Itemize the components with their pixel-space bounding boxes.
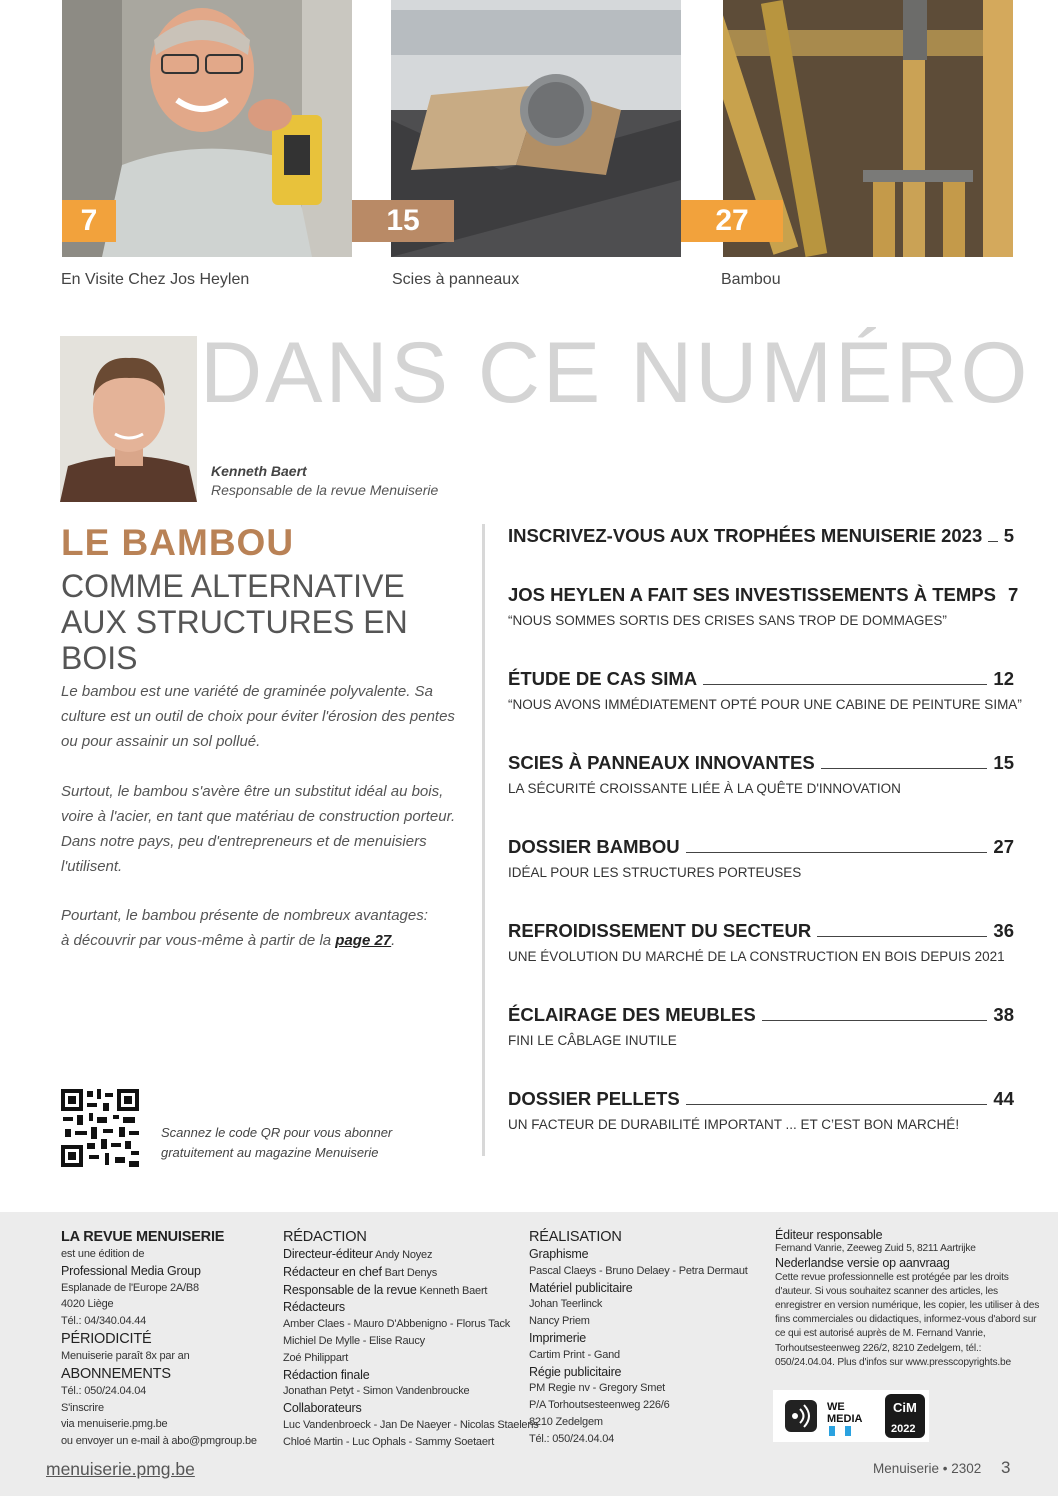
toc-title: ÉTUDE DE CAS SIMA [508,668,698,689]
editor-name: Kenneth Baert [211,463,307,479]
colophon-label: Responsable de la revue [283,1282,417,1297]
page-number: 3 [1001,1458,1011,1477]
editor-credit [211,462,438,500]
colophon-text: Fernand Vanrie, Zeeweg Zuid 5, 8211 Aartrijke [775,1243,976,1255]
colophon-text: Tél.: 050/24.04.04 [529,1432,615,1445]
colophon-text: Michiel De Mylle - Elise Raucy [283,1334,425,1347]
feature-page-badge: 27 [681,200,783,242]
toc-entry[interactable] [508,752,1014,796]
colophon-text: fins commerciales ou didactiques, informez-vous d'abord sur [775,1314,1037,1326]
colophon-text: Torhoutsesteenweg 226/2, 8210 Zedelgem, tél.: [775,1342,982,1354]
lead-paragraph: Le bambou est une variété de graminée polyvalente. Sa culture est un outil de choix pour éviter l'érosion des pentes ou pour assainir un sol pollué. [61,683,455,750]
toc-page: 36 [993,920,1014,941]
cim-logo: 2022 [891,1423,916,1435]
toc-entry[interactable] [508,1088,1014,1132]
colophon-text: 050/24.04.04. Plus d'infos sur www.presscopyrights.be [775,1356,1011,1368]
colophon-label: Rédacteur en chef [283,1264,382,1279]
toc-title: REFROIDISSEMENT DU SECTEUR [508,920,812,941]
lead-title: LE BAMBOU [61,522,295,563]
colophon-text: P/A Torhoutsesteenweg 226/6 [529,1399,670,1412]
toc-subtitle: UNE ÉVOLUTION DU MARCHÉ DE LA CONSTRUCTION EN BOIS DEPUIS 2021 [508,949,1005,964]
colophon-text: 8210 Zedelgem [529,1415,603,1428]
colophon-text: S'inscrire [61,1401,104,1414]
feature-page-badge: 7 [62,200,116,242]
colophon-text: PM Regie nv - Gregory Smet [529,1382,666,1395]
colophon-text: Jonathan Petyt - Simon Vandenbroucke [283,1385,470,1398]
colophon-text: Johan Teerlinck [529,1298,603,1311]
toc-title: ÉCLAIRAGE DES MEUBLES [508,1004,756,1025]
lead-text: à découvrir par vous-même à partir de la [61,932,332,949]
page-title: DANS CE NUMÉRO [200,325,1031,421]
colophon-label: Directeur-éditeur [283,1247,373,1261]
colophon-label: Régie publicitaire [529,1364,622,1379]
colophon-label: Rédaction finale [283,1367,370,1382]
colophon-text: Tél.: 050/24.04.04 [61,1384,147,1397]
toc-entry[interactable] [508,668,1022,712]
colophon-text: Cartim Print - Gand [529,1348,620,1361]
colophon-publisher [61,1228,257,1450]
colophon-text: Pascal Claeys - Bruno Delaey - Petra Dermaut [529,1264,748,1277]
toc-entry[interactable] [508,584,1019,628]
partner-logos [773,1390,929,1442]
partner-logos-image [773,1390,929,1442]
lead-paragraph [61,903,471,953]
colophon-realisation [529,1228,748,1448]
page-27-link[interactable]: page 27 [335,932,392,949]
colophon-heading: RÉDACTION [283,1229,367,1245]
toc-title: DOSSIER PELLETS [508,1088,680,1109]
colophon-text: 4020 Liège [61,1298,114,1311]
toc-title: INSCRIVEZ-VOUS AUX TROPHÉES MENUISERIE 2023 [508,525,983,546]
colophon-text: Andy Noyez [374,1249,433,1261]
toc-title: SCIES À PANNEAUX INNOVANTES [508,752,815,773]
colophon-text: Kenneth Baert [419,1284,488,1297]
toc-page: 44 [993,1088,1014,1109]
colophon-heading: LA REVUE MENUISERIE [61,1229,225,1245]
qr-caption-line: Scannez le code QR pour vous abonner [161,1125,393,1140]
toc-entry[interactable] [508,525,1014,547]
qr-caption-line: gratuitement au magazine Menuiserie [161,1145,379,1160]
toc-subtitle: “NOUS AVONS IMMÉDIATEMENT OPTÉ POUR UNE CABINE DE PEINTURE SIMA” [508,697,1022,712]
we-media-logo: WE [827,1401,845,1413]
colophon-label: Matériel publicitaire [529,1280,633,1295]
toc-title: JOS HEYLEN A FAIT SES INVESTISSEMENTS À TEMPS [508,584,996,605]
folio: Menuiserie • 2302 [873,1461,982,1476]
colophon-text: Professional Media Group [61,1263,201,1278]
qr-caption [161,1123,392,1163]
colophon-text: Tél.: 04/340.04.44 [61,1315,147,1328]
colophon-legal [775,1228,1039,1370]
qr-code-icon[interactable] [61,1089,139,1167]
colophon-text: ce qui est autorisé auprès de M. Fernand Vanrie, [775,1328,986,1340]
lead-text: . [391,932,396,949]
toc-entry[interactable] [508,1004,1014,1048]
toc-page: 12 [993,668,1014,689]
colophon-text: est une édition de [61,1248,145,1260]
feature-caption: En Visite Chez Jos Heylen [61,271,250,288]
toc-entry[interactable] [508,920,1014,964]
colophon-label: Graphisme [529,1247,589,1261]
colophon-label: Rédacteurs [283,1300,345,1315]
colophon-text: Nancy Priem [529,1315,590,1328]
toc-page: 7 [1007,584,1019,605]
colophon-heading: PÉRIODICITÉ [61,1330,152,1347]
we-media-logo: MEDIA [827,1413,863,1425]
lead-subtitle [61,568,481,676]
colophon-heading: ABONNEMENTS [61,1365,171,1382]
colophon-label: Collaborateurs [283,1401,362,1416]
toc-page: 27 [993,836,1014,857]
colophon-redaction [283,1228,539,1451]
toc-subtitle: UN FACTEUR DE DURABILITÉ IMPORTANT ... ET C’EST BON MARCHÉ! [508,1117,960,1132]
toc-page: 38 [993,1004,1014,1025]
toc-subtitle: “NOUS SOMMES SORTIS DES CRISES SANS TROP DE DOMMAGES” [508,613,947,628]
lead-subtitle-line: AUX STRUCTURES EN BOIS [61,604,408,677]
feature-caption: Scies à panneaux [392,271,520,288]
cim-logo: CiM [893,1400,917,1415]
colophon-text: Bart Denys [384,1266,438,1279]
colophon-text: Cette revue professionnelle est protégée par les droits [775,1271,1009,1283]
colophon-text: Esplanade de l'Europe 2A/B8 [61,1281,199,1294]
colophon-label: Nederlandse versie op aanvraag [775,1256,950,1271]
colophon-label: Éditeur responsable [775,1228,883,1242]
feature-caption: Bambou [721,271,781,288]
lead-text: Pourtant, le bambou présente de nombreux avantages: [61,907,428,924]
editor-role: Responsable de la revue Menuiserie [211,481,439,498]
editor-portrait-image [60,336,197,502]
website-link[interactable]: menuiserie.pmg.be [46,1459,195,1479]
colophon-text: d'auteur. Si vous souhaitez scanner des articles, les [775,1285,998,1297]
toc-subtitle: LA SÉCURITÉ CROISSANTE LIÉE À LA QUÊTE D'INNOVATION [508,781,901,796]
column-divider [482,524,485,1156]
toc-subtitle: FINI LE CÂBLAGE INUTILE [508,1033,677,1048]
colophon-text: Amber Claes - Mauro D'Abbenigno - Florus Tack [283,1318,511,1331]
editor-portrait [60,336,197,502]
colophon-text: Zoé Philippart [283,1351,349,1364]
colophon-text: via menuiserie.pmg.be [61,1418,168,1431]
colophon-text: Menuiserie paraît 8x par an [61,1349,190,1362]
lead-paragraph: Surtout, le bambou s'avère être un substitut idéal au bois, voire à l'acier, en tant que matériau de construction porteur. Dans notre pays, peu d'entrepreneurs et de menuisiers l'utilisent. [61,783,456,875]
toc-page: 5 [1003,525,1014,546]
colophon-text: ou envoyer un e-mail à abo@pmgroup.be [61,1435,257,1448]
toc-page: 15 [993,752,1014,773]
colophon-heading: RÉALISATION [529,1229,622,1245]
colophon-text: Luc Vandenbroeck - Jan De Naeyer - Nicolas Staelens [283,1418,539,1431]
lead-subtitle-line: COMME ALTERNATIVE [61,568,405,604]
toc-title: DOSSIER BAMBOU [508,836,680,857]
colophon-text: enregistrer en version numérique, les copier, les utiliser à des [775,1300,1040,1312]
colophon-label: Imprimerie [529,1330,587,1345]
toc-entry[interactable] [508,836,1014,880]
feature-page-badge: 15 [352,200,454,242]
colophon-text: Chloé Martin - Luc Ophals - Sammy Soetaert [283,1435,495,1448]
toc-subtitle: IDÉAL POUR LES STRUCTURES PORTEUSES [508,865,802,880]
